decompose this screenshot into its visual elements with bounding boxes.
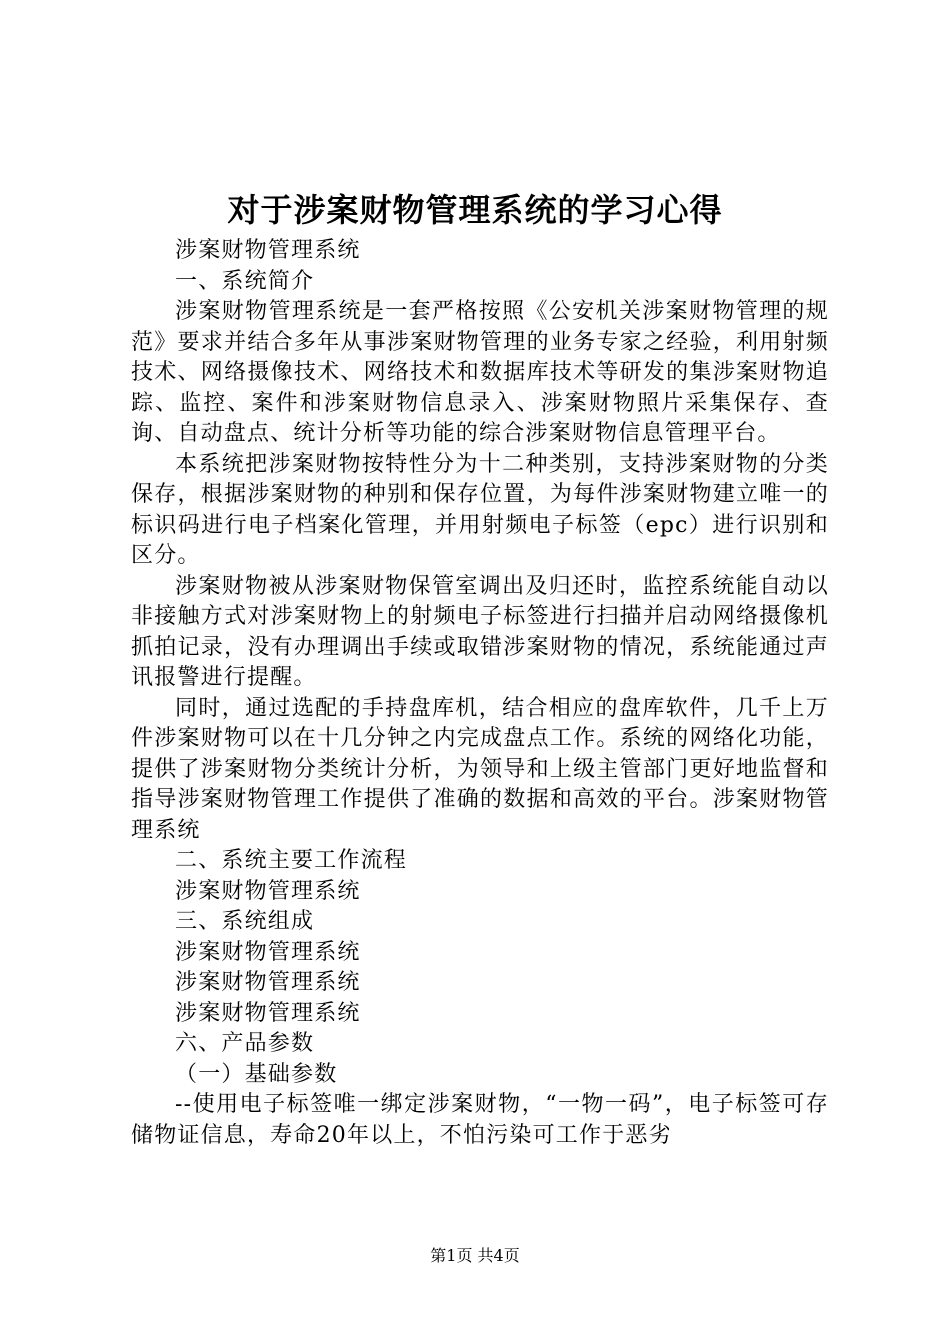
page-title: 对于涉案财物管理系统的学习心得 [227, 191, 723, 229]
section-heading: 一、系统简介 [175, 268, 315, 294]
section-heading: 三、系统组成 [175, 909, 315, 934]
paragraph: 涉案财物被从涉案财物保管室调出及归还时，监控系统能自动以非接触方式对涉案财物上的射频电子标签进行扫描并启动网络摄像机抓拍记录，没有办理调出手续或取错涉案财物的情况，系统能通过声讯报警进行提醒。 [131, 573, 829, 690]
document-body [131, 236, 829, 1151]
page-footer: 第1页 共4页 [430, 1246, 520, 1265]
paragraph: 涉案财物管理系统 [175, 939, 361, 965]
paragraph: 本系统把涉案财物按特性分为十二种类别，支持涉案财物的分类保存，根据涉案财物的种别和保存位置，为每件涉案财物建立唯一的标识码进行电子档案化管理，并用射频电子标签（epc）进行识别和区分。 [131, 451, 829, 568]
paragraph: --使用电子标签唯一绑定涉案财物，“一物一码”，电子标签可存储物证信息，寿命20年以上，不怕污染可工作于恶劣 [131, 1092, 829, 1148]
paragraph: 涉案财物管理系统是一套严格按照《公安机关涉案财物管理的规范》要求并结合多年从事涉案财物管理的业务专家之经验，利用射频技术、网络摄像技术、网络技术和数据库技术等研发的集涉案财物追踪、监控、案件和涉案财物信息录入、涉案财物照片采集保存、查询、自动盘点、统计分析等功能的综合涉案财物信息管理平台。 [131, 299, 829, 446]
paragraph: 涉案财物管理系统 [175, 970, 361, 995]
section-heading: 六、产品参数 [175, 1031, 315, 1056]
section-heading: 二、系统主要工作流程 [175, 848, 408, 873]
paragraph: 涉案财物管理系统 [175, 878, 361, 904]
paragraph: 同时，通过选配的手持盘库机，结合相应的盘库软件，几千上万件涉案财物可以在十几分钟之内完成盘点工作。系统的网络化功能，提供了涉案财物分类统计分析，为领导和上级主管部门更好地监督和指导涉案财物管理工作提供了准确的数据和高效的平台。涉案财物管理系统 [131, 695, 829, 843]
subsection-heading: （一）基础参数 [175, 1061, 338, 1087]
paragraph: 涉案财物管理系统 [175, 238, 361, 263]
paragraph: 涉案财物管理系统 [175, 1000, 361, 1026]
